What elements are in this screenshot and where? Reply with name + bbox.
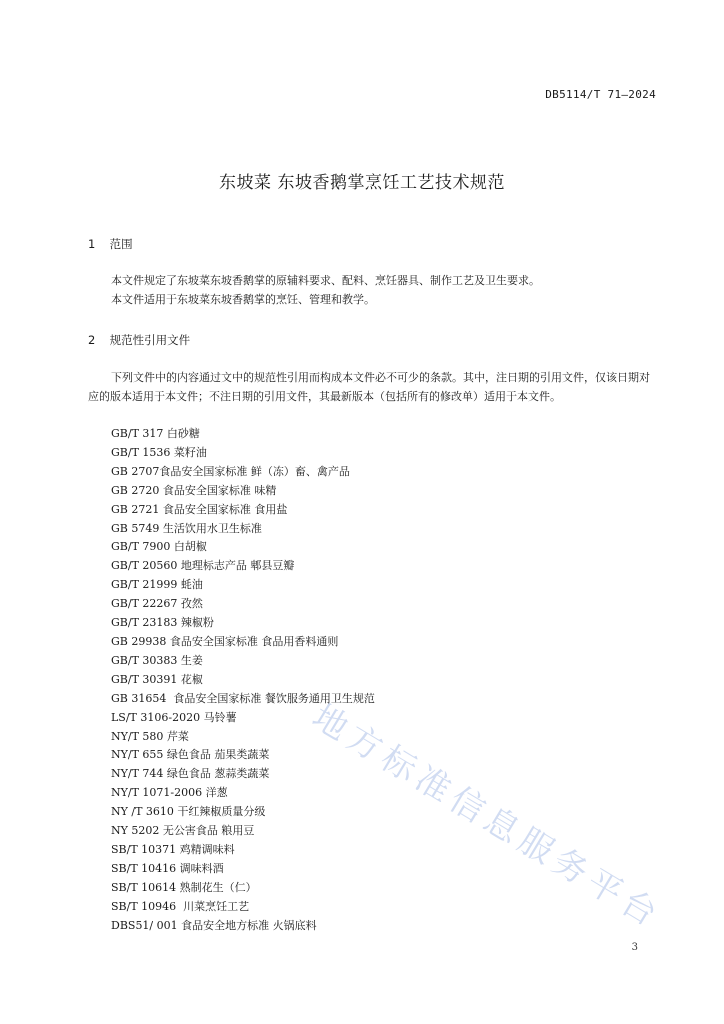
reference-item: GB 29938 食品安全国家标准 食品用香料通则 [111,634,339,648]
reference-item: SB/T 10614 熟制花生（仁） [111,880,257,894]
standard-code: DB5114/T 71—2024 [545,88,656,101]
reference-item: GB 5749 生活饮用水卫生标准 [111,521,262,535]
section-2-heading [88,332,190,348]
section-1-number: 1 [88,237,96,251]
reference-item: GB/T 21999 蚝油 [111,578,203,592]
reference-item: DBS51/ 001 食品安全地方标准 火锅底料 [111,918,317,932]
reference-item: GB/T 23183 辣椒粉 [111,616,214,630]
section-1-title: 范围 [109,237,133,251]
reference-item: LS/T 3106-2020 马铃薯 [111,710,237,724]
reference-item: GB 2720 食品安全国家标准 味精 [111,483,277,497]
reference-item: GB 31654 食品安全国家标准 餐饮服务通用卫生规范 [111,691,375,705]
section-1-body [88,271,660,309]
section-2-number: 2 [88,333,96,347]
reference-item: GB 2707食品安全国家标准 鲜（冻）畜、禽产品 [111,464,350,478]
reference-item: GB/T 30391 花椒 [111,672,203,686]
section-1-paragraph: 本文件适用于东坡菜东坡香鹅掌的烹饪、管理和教学。 [111,293,375,306]
reference-item: SB/T 10416 调味料酒 [111,861,224,875]
reference-item: GB/T 30383 生姜 [111,653,203,667]
reference-item: NY/T 1071-2006 洋葱 [111,786,228,800]
reference-item: SB/T 10946 川菜烹饪工艺 [111,899,250,913]
watermark: 地方标准信息服务平台 [305,696,669,938]
section-1-paragraph: 本文件规定了东坡菜东坡香鹅掌的原辅料要求、配料、烹饪器具、制作工艺及卫生要求。 [111,274,540,287]
reference-item: NY/T 580 芹菜 [111,729,189,743]
reference-item: NY 5202 无公害食品 粮用豆 [111,824,255,838]
reference-item: GB/T 22267 孜然 [111,597,203,611]
reference-item: GB 2721 食品安全国家标准 食用盐 [111,502,288,516]
section-2-body [88,368,660,406]
page-number: 3 [631,942,638,953]
reference-item: NY/T 655 绿色食品 茄果类蔬菜 [111,748,270,762]
reference-item: GB/T 7900 白胡椒 [111,540,207,554]
reference-item: GB/T 1536 菜籽油 [111,445,207,459]
reference-item: SB/T 10371 鸡精调味料 [111,842,235,856]
reference-item: GB/T 20560 地理标志产品 郫县豆瓣 [111,559,295,573]
reference-list [111,425,375,935]
section-1-heading [88,236,133,252]
section-2-title: 规范性引用文件 [109,333,191,347]
reference-item: NY /T 3610 干红辣椒质量分级 [111,805,266,819]
reference-item: NY/T 744 绿色食品 葱蒜类蔬菜 [111,767,270,781]
section-2-paragraph: 下列文件中的内容通过文中的规范性引用而构成本文件必不可少的条款。其中，注日期的引用文件，仅该日期对应的版本适用于本文件；不注日期的引用文件，其最新版本（包括所有的修改单）适用于本文件。 [88,371,650,403]
document-title: 东坡菜 东坡香鹅掌烹饪工艺技术规范 [219,173,505,193]
reference-item: GB/T 317 白砂糖 [111,427,200,440]
